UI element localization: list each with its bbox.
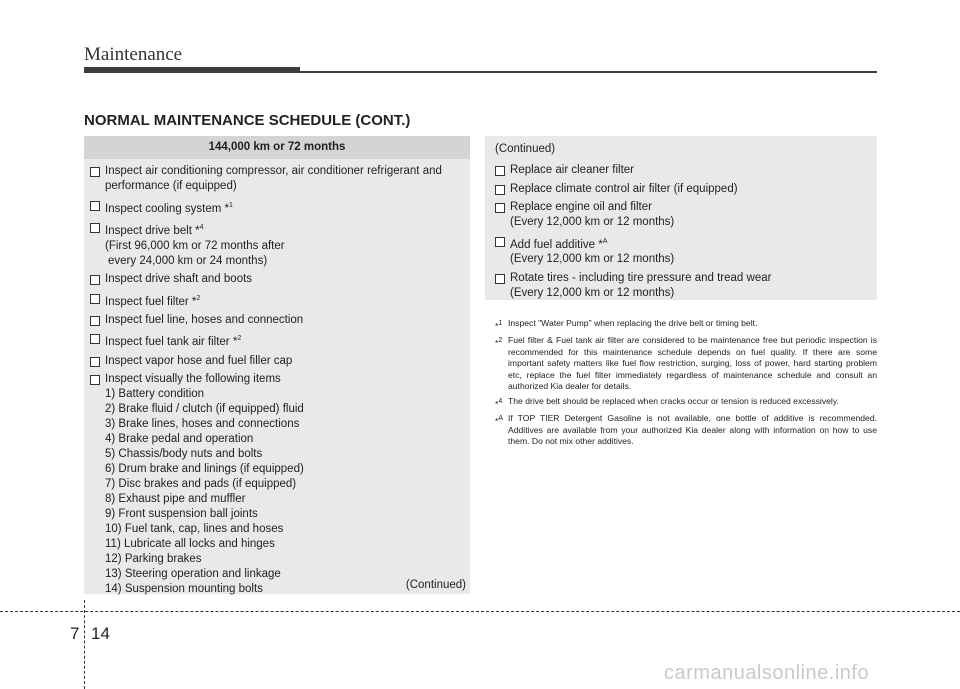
visual-check-item: 6) Drum brake and linings (if equipped) (105, 463, 304, 476)
checklist-item (90, 220, 464, 269)
chapter-number: 7 (70, 624, 80, 643)
item-subtext: (Every 12,000 km or 12 months) (510, 286, 675, 299)
item-subtext: (Every 12,000 km or 12 months) (510, 253, 675, 266)
item-text: Inspect vapor hose and fuel filler cap (105, 354, 293, 367)
visual-check-item: 2) Brake fluid / clutch (if equipped) fluid (105, 403, 304, 416)
visual-check-item: 14) Suspension mounting bolts (105, 583, 263, 596)
footer-horizontal-rule (0, 611, 960, 612)
checkbox-icon (90, 316, 100, 326)
footnote-asterisk: * (495, 338, 499, 349)
checkbox-icon (495, 274, 505, 284)
item-subtext: (First 96,000 km or 72 months after (105, 239, 285, 252)
visual-check-item: 3) Brake lines, hoses and connections (105, 418, 300, 431)
footnote (495, 335, 877, 393)
item-text: Rotate tires - including tire pressure and tread wear (510, 271, 772, 284)
item-subtext: (Every 12,000 km or 12 months) (510, 216, 675, 228)
checkbox-icon (90, 357, 100, 367)
visual-check-item: 8) Exhaust pipe and muffler (105, 493, 246, 506)
visual-check-item: 7) Disc brakes and pads (if equipped) (105, 478, 297, 491)
item-text: Inspect cooling system * (105, 202, 230, 215)
checklist-item (90, 291, 464, 310)
item-text: Replace climate control air filter (if equipped) (510, 182, 738, 195)
checklist-item (495, 200, 869, 230)
checkbox-icon (90, 334, 100, 344)
visual-check-item: 13) Steering operation and linkage (105, 568, 281, 581)
visual-check-item: 5) Chassis/body nuts and bolts (105, 448, 263, 461)
header-rule-thin (300, 71, 877, 73)
visual-check-item: 11) Lubricate all locks and hinges (105, 538, 275, 551)
checklist-item (90, 331, 464, 350)
footnote-text: Fuel filter & Fuel tank air filter are considered to be maintenance free but periodic inspection is recommended for this maintenance schedule depends on fuel quality. If there are some important safety matters like fuel flow restriction, surging, loss of power, hard starting problem etc, replace the fuel filter immediately regardless of maintenance schedule and consult an authorized Kia dealer for details. (508, 335, 877, 392)
footnote-marker: 1 (498, 320, 503, 327)
visual-check-item: 12) Parking brakes (105, 553, 202, 566)
checklist-item (90, 164, 464, 194)
footer-vertical-rule (84, 600, 85, 689)
footnote-marker: 2 (237, 335, 242, 343)
item-text: Inspect fuel line, hoses and connection (105, 313, 304, 326)
checkbox-icon (90, 201, 100, 211)
footnote-marker: 1 (229, 201, 233, 209)
item-text: Inspect fuel tank air filter * (105, 336, 238, 349)
footnote (495, 413, 877, 448)
watermark: carmanualsonline.info (664, 662, 870, 684)
section-title: NORMAL MAINTENANCE SCHEDULE (CONT.) (84, 112, 411, 129)
checkbox-icon (495, 185, 505, 195)
checklist-right (485, 136, 877, 301)
item-text: Inspect visually the following items (105, 373, 281, 386)
footnotes (495, 318, 877, 451)
header-title: Maintenance (84, 44, 183, 65)
footnote-marker: 4 (199, 223, 204, 231)
visual-check-item: 1) Battery condition (105, 388, 205, 401)
continued-label: (Continued) (405, 579, 466, 591)
item-text: Inspect fuel filter * (105, 295, 197, 308)
item-text: Replace air cleaner filter (510, 164, 635, 176)
footnote-marker: A (602, 237, 608, 245)
checklist-item (90, 354, 464, 369)
footnote-marker: A (498, 415, 504, 423)
page-number: 14 (91, 624, 110, 643)
footnote (495, 318, 877, 332)
footnote-asterisk: * (495, 416, 499, 427)
continued-label: (Continued) (495, 143, 556, 155)
visual-check-item: 9) Front suspension ball joints (105, 508, 258, 521)
checklist-item (495, 182, 869, 197)
checkbox-icon (90, 275, 100, 285)
checklist-item (495, 271, 869, 301)
checklist-item (90, 198, 464, 217)
footnote-asterisk: * (495, 320, 499, 331)
checkbox-icon (90, 294, 100, 304)
checklist-item (90, 272, 464, 287)
schedule-panel-left (84, 136, 470, 594)
checkbox-icon (495, 203, 505, 213)
checklist-left (84, 159, 470, 597)
item-subtext: performance (if equipped) (105, 180, 237, 192)
footnote-marker: 4 (498, 397, 503, 405)
item-text: Inspect drive belt * (105, 224, 200, 237)
header-rule-thick (84, 67, 300, 73)
item-text: Inspect drive shaft and boots (105, 273, 253, 286)
checkbox-icon (90, 375, 100, 385)
checklist-item (90, 313, 464, 328)
item-subtext: every 24,000 km or 24 months) (108, 254, 268, 267)
checklist-item (495, 163, 869, 178)
visual-check-item: 4) Brake pedal and operation (105, 433, 254, 446)
checkbox-icon (495, 166, 505, 176)
visual-check-item: 10) Fuel tank, cap, lines and hoses (105, 523, 284, 536)
footnote-marker: 2 (196, 294, 201, 302)
item-text: Replace engine oil and filter (510, 201, 652, 213)
footnote (495, 396, 877, 410)
checkbox-icon (90, 223, 100, 233)
checkbox-icon (90, 167, 100, 177)
interval-heading: 144,000 km or 72 months (84, 136, 470, 159)
checklist-item (90, 372, 464, 597)
footnote-text: Inspect "Water Pump" when replacing the drive belt or timing belt. (508, 318, 758, 328)
item-text: Add fuel additive * (510, 238, 603, 251)
checkbox-icon (495, 237, 505, 247)
footnote-text: The drive belt should be replaced when cracks occur or tension is reduced excessively. (508, 395, 839, 406)
footnote-asterisk: * (495, 398, 499, 409)
schedule-panel-right (485, 136, 877, 300)
checklist-item (495, 234, 869, 268)
footnote-text: If TOP TIER Detergent Gasoline is not available, one bottle of additive is recommended. Additives are available from your authorized Kia dealer along with information on how to use them. Do not mix other additives. (508, 413, 877, 447)
item-text: Inspect air conditioning compressor, air conditioner refrigerant and (105, 165, 442, 177)
footnote-marker: 2 (498, 337, 503, 345)
